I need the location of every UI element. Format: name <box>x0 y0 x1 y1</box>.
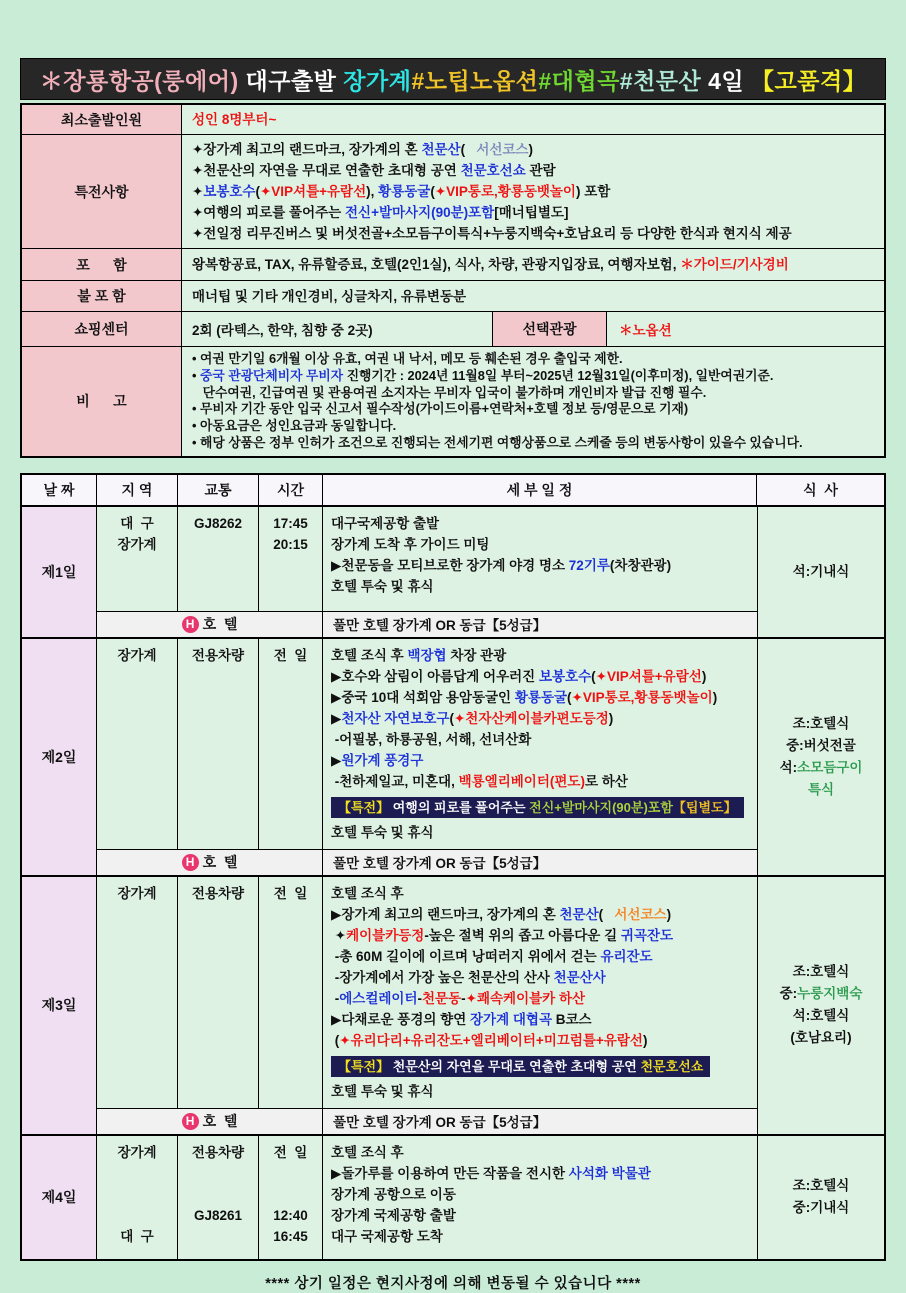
text-segment: ▶천문동을 모티브로한 장가계 야경 명소 <box>331 557 569 573</box>
text-segment: 석:호텔식 <box>792 1008 850 1024</box>
text-segment: 중국 관광단체비자 무비자 <box>200 367 344 383</box>
optional-tour-value <box>607 312 884 346</box>
text-segment: ) <box>701 668 707 684</box>
hotel-row <box>97 1108 757 1134</box>
schedule-column <box>323 639 757 849</box>
meal-line <box>793 561 850 583</box>
info-row-content <box>182 135 884 248</box>
text-segment: 조:호텔식 <box>792 964 850 980</box>
text-segment: • 아동요금은 성인요금과 동일합니다. <box>192 418 397 434</box>
day-number: 제3일 <box>22 877 97 1134</box>
text-segment: - <box>331 990 340 1006</box>
info-text-line <box>192 223 874 244</box>
text-segment: 호텔 조식 후 <box>331 885 404 901</box>
day-main-row <box>97 507 757 611</box>
text-segment: - <box>461 990 466 1006</box>
text-segment: #대협곡 <box>538 67 620 94</box>
text-segment: 백룡엘리베이터(편도) <box>458 773 585 789</box>
text-segment: 누룽지백숙 <box>797 986 863 1002</box>
transport-column-line <box>178 1184 258 1205</box>
time-column-line: 16:45 <box>273 1228 308 1244</box>
info-text-line <box>192 401 874 418</box>
schedule-line <box>331 708 749 729</box>
meal-line <box>793 961 850 983</box>
time-column-line: 12:40 <box>273 1207 308 1223</box>
time-column-line: 17:45 <box>273 515 308 531</box>
text-segment: 석: <box>779 759 798 775</box>
hotel-label-text: 호 텔 <box>202 616 238 633</box>
text-segment: 중: <box>779 986 798 1002</box>
info-row-content <box>182 249 884 280</box>
info-row <box>22 248 884 280</box>
text-segment: 천문산의 자연을 무대로 연출한 초대형 공연 <box>389 1058 641 1074</box>
schedule-line <box>331 925 749 946</box>
schedule-line <box>331 729 749 750</box>
text-segment: 특식 <box>807 781 835 797</box>
text-segment: - <box>417 990 423 1006</box>
itinerary-column-header: 시간 <box>259 475 323 505</box>
text-segment: 호텔 투숙 및 휴식 <box>331 1083 434 1099</box>
meal-column <box>757 639 884 875</box>
itinerary-column-header: 날 짜 <box>22 475 97 505</box>
text-segment: 매너팁 및 기타 개인경비, 싱글차지, 유류변동분 <box>192 288 467 304</box>
transport-column <box>178 507 259 611</box>
text-segment: 황룡동굴 <box>378 184 431 199</box>
meal-line <box>793 1197 850 1219</box>
text-segment: ) 포함 <box>575 184 611 199</box>
day-middle <box>97 1136 757 1259</box>
itinerary-column-header: 교통 <box>178 475 259 505</box>
meal-line <box>780 757 863 779</box>
region-column-line: 장가계 <box>117 536 157 552</box>
info-text-line <box>192 385 874 402</box>
schedule-line <box>331 666 749 687</box>
schedule-line <box>331 576 749 597</box>
info-row-content <box>182 105 884 134</box>
meal-column <box>757 877 884 1134</box>
text-segment: 【팁별도】 <box>672 799 737 815</box>
hotel-label-text: 호 텔 <box>202 1113 238 1130</box>
document-title <box>20 58 886 100</box>
text-segment: ▶돌가루를 이용하여 만든 작품을 전시한 <box>331 1165 569 1181</box>
text-segment: 호텔 투숙 및 휴식 <box>331 824 434 840</box>
region-column-line: 장가계 <box>117 1144 157 1160</box>
itinerary-table <box>20 473 886 1261</box>
text-segment: ( <box>591 668 596 684</box>
schedule-line <box>331 883 749 904</box>
transport-column-line <box>178 1226 258 1247</box>
text-segment: 백장협 <box>407 647 447 663</box>
time-column-line: 전 일 <box>273 885 308 901</box>
transport-column-line: GJ8261 <box>193 1207 243 1223</box>
text-segment: ✦천문산의 자연을 무대로 연출한 초대형 공연 <box>192 163 461 178</box>
text-segment: 장가계 대협곡 <box>470 1011 553 1027</box>
hotel-icon: H <box>182 854 199 871</box>
text-segment: 장가계 국제공항 출발 <box>331 1207 456 1223</box>
region-column-line <box>97 1163 177 1184</box>
text-segment: 석:기내식 <box>792 563 850 579</box>
info-row <box>22 311 884 346</box>
info-text-line <box>192 181 874 202</box>
schedule-line <box>331 1226 749 1247</box>
text-segment: ) <box>712 689 718 705</box>
text-segment: 에스컬레이터 <box>339 990 418 1006</box>
day-block <box>22 505 884 637</box>
shopping-count: 2회 (라텍스, 한약, 침향 중 2곳) <box>192 323 373 338</box>
hotel-label-text: 호 텔 <box>202 854 238 871</box>
region-column-line <box>97 1205 177 1226</box>
time-column <box>259 1136 323 1259</box>
text-segment: (차창관광) <box>609 557 672 573</box>
schedule-line <box>331 1205 749 1226</box>
hotel-label <box>97 612 323 637</box>
info-row <box>22 134 884 248</box>
text-segment: • 해당 상품은 정부 인허가 조건으로 진행되는 전세기편 여행상품으로 스케줄 등의 변동사항이 있을수 있습니다. <box>192 434 803 450</box>
text-segment: 성인 8명부터~ <box>192 112 277 127</box>
text-segment: 장가계 공항으로 이동 <box>331 1186 456 1202</box>
time-column <box>259 639 323 849</box>
time-column-line <box>259 1184 322 1205</box>
text-segment: ▶장가계 최고의 랜드마크, 장가계의 혼 <box>331 906 560 922</box>
hotel-row <box>97 611 757 637</box>
region-column <box>97 639 178 849</box>
transport-column <box>178 877 259 1108</box>
meal-column <box>757 507 884 637</box>
text-segment: 서선코스 <box>614 906 667 922</box>
schedule-line <box>331 822 749 843</box>
info-text-line <box>192 368 874 385</box>
time-column <box>259 877 323 1108</box>
text-segment: ( <box>567 689 572 705</box>
text-segment: ), <box>366 184 379 199</box>
meal-line <box>793 1175 850 1197</box>
text-segment: 관람 <box>525 163 556 178</box>
info-row-label: 포 함 <box>22 249 182 280</box>
text-segment: B코스 <box>552 1011 592 1027</box>
text-segment: ✦ <box>331 927 347 943</box>
highlight-banner <box>331 1056 710 1077</box>
hotel-icon: H <box>182 1113 199 1130</box>
info-row-label: 특전사항 <box>22 135 182 248</box>
schedule-line <box>331 1142 749 1163</box>
text-segment: ) <box>608 710 614 726</box>
meal-line <box>808 779 834 801</box>
text-segment: 천문산 <box>559 906 599 922</box>
region-column <box>97 877 178 1108</box>
schedule-line <box>331 946 749 967</box>
day-middle <box>97 639 757 875</box>
highlight-banner <box>331 797 744 818</box>
text-segment: ( <box>449 710 454 726</box>
day-main-row <box>97 639 757 849</box>
text-segment: 중:버섯전골 <box>786 737 856 753</box>
info-text-line <box>192 351 874 368</box>
schedule-line <box>331 988 749 1009</box>
text-segment: 【고품격】 <box>751 67 867 94</box>
meal-column <box>757 1136 884 1259</box>
text-segment: -어필봉, 하룡공원, 서해, 선녀산화 <box>331 731 532 747</box>
schedule-column <box>323 507 757 611</box>
info-row <box>22 280 884 311</box>
text-segment: ✦장가계 최고의 랜드마크, 장가계의 혼 <box>192 142 422 157</box>
text-segment: ✦여행의 피로를 풀어주는 <box>192 205 345 220</box>
text-segment: ▶호수와 삼림이 아름답게 어우러진 <box>331 668 539 684</box>
info-text-line <box>192 202 874 223</box>
text-segment: 대구국제공항 출발 <box>331 515 440 531</box>
schedule-line <box>331 645 749 666</box>
text-segment: 보봉호수 <box>538 668 592 684</box>
text-segment: [매너팁별도] <box>494 205 569 220</box>
text-segment: ( <box>255 184 260 199</box>
text-segment: 천문호선쇼 <box>640 1058 704 1074</box>
info-row-label: 쇼핑센터 <box>22 312 182 346</box>
text-segment: 단수여권, 긴급여권 및 관용여권 소지자는 무비자 입국이 불가하며 개인비자 발급 진행 필수. <box>192 384 707 400</box>
text-segment: (호남요리) <box>790 1030 852 1046</box>
day-number: 제2일 <box>22 639 97 875</box>
text-segment: ✦유리다리+유리잔도+엘리베이터+미끄럼틀+유람선 <box>339 1032 643 1048</box>
text-segment: ( <box>430 184 435 199</box>
day-block <box>22 637 884 875</box>
text-segment: 천문산사 <box>553 969 606 985</box>
itinerary-column-header: 세 부 일 정 <box>323 475 757 505</box>
text-segment: ▶ <box>331 710 342 726</box>
text-segment: 로 하산 <box>584 773 628 789</box>
region-column <box>97 1136 178 1259</box>
text-segment: 천문호선쇼 <box>460 163 526 178</box>
text-segment: ) <box>528 142 533 157</box>
text-segment: ✦VIP셔틀+유람선 <box>595 668 702 684</box>
time-column-line: 전 일 <box>273 1144 308 1160</box>
text-segment: ✦쾌속케이블카 하산 <box>465 990 586 1006</box>
highlight-banner-line <box>331 796 749 819</box>
text-segment: -천하제일교, 미혼대, <box>331 773 459 789</box>
text-segment: 귀곡잔도 <box>620 927 674 943</box>
text-segment: 소모듬구이 <box>797 759 863 775</box>
day-middle <box>97 877 757 1134</box>
text-segment: 【특전】 <box>338 1058 390 1074</box>
text-segment: -높은 절벽 위의 좁고 아름다운 길 <box>424 927 621 943</box>
footer-note: **** 상기 일정은 현지사정에 의해 변동될 수 있습니다 **** <box>265 1275 641 1292</box>
text-segment: • 여권 만기일 6개월 이상 유효, 여권 내 낙서, 메모 등 훼손된 경우 출입국 제한. <box>192 351 623 366</box>
text-segment: 서선코스 <box>476 142 529 157</box>
time-column-line: 20:15 <box>273 536 308 552</box>
hotel-name: 풀만 호텔 장가계 OR 동급【5성급】 <box>333 856 547 872</box>
day-middle <box>97 507 757 637</box>
region-column-line: 대 구 <box>120 1228 154 1244</box>
transport-column-line: 전용차량 <box>191 885 245 901</box>
schedule-line <box>331 513 749 534</box>
text-segment: ( <box>460 142 477 157</box>
text-segment: 여행의 피로를 풀어주는 <box>389 799 530 815</box>
schedule-line <box>331 750 749 771</box>
schedule-line <box>331 1184 749 1205</box>
text-segment: 황룡동굴 <box>514 689 568 705</box>
schedule-line <box>331 1030 749 1051</box>
info-row-label: 최소출발인원 <box>22 105 182 134</box>
region-column-line: 장가계 <box>117 647 157 663</box>
meal-line <box>786 735 856 757</box>
text-segment: 장가계 도착 후 가이드 미팅 <box>331 536 490 552</box>
text-segment: ▶다채로운 풍경의 향연 <box>331 1011 471 1027</box>
text-segment: -총 60M 길이에 이르며 낭떠러지 위에서 걷는 <box>331 948 601 964</box>
text-segment: ) <box>666 906 672 922</box>
text-segment: ✦전일정 리무진버스 및 버섯전골+소모듬구이특식+누룽지백숙+호남요리 등 다양한 한식과 현지식 제공 <box>192 226 792 241</box>
info-row-label: 비 고 <box>22 347 182 456</box>
schedule-line <box>331 555 749 576</box>
schedule-column <box>323 877 757 1108</box>
text-segment: 72기루 <box>568 557 610 573</box>
text-segment: ( <box>331 1032 340 1048</box>
text-segment: ✦천자산케이블카편도등정 <box>453 710 609 726</box>
region-column-line: 대 구 <box>120 515 154 531</box>
schedule-line <box>331 904 749 925</box>
text-segment: ＊노옵션 <box>619 323 672 338</box>
info-text-line <box>192 435 874 452</box>
day-number: 제1일 <box>22 507 97 637</box>
text-segment: ) <box>642 1032 648 1048</box>
info-text-line <box>192 109 874 130</box>
meal-line <box>780 983 863 1005</box>
info-text-line <box>192 160 874 181</box>
hotel-name: 풀만 호텔 장가계 OR 동급【5성급】 <box>333 618 547 634</box>
shopping-row-content <box>182 312 884 346</box>
time-column <box>259 507 323 611</box>
meal-line <box>793 1005 850 1027</box>
transport-column <box>178 1136 259 1259</box>
info-text-line <box>192 139 874 160</box>
day-main-row <box>97 877 757 1108</box>
text-segment: 호텔 조식 후 <box>331 1144 404 1160</box>
time-column-line <box>259 1163 322 1184</box>
text-segment: ✦ <box>192 184 204 199</box>
text-segment: 조:호텔식 <box>792 715 850 731</box>
schedule-line <box>331 687 749 708</box>
text-segment: 장가계 <box>343 67 412 94</box>
schedule-line <box>331 771 749 792</box>
info-text-line <box>192 286 874 307</box>
transport-column-line: 전용차량 <box>191 1144 245 1160</box>
time-column-line: 전 일 <box>273 647 308 663</box>
meal-line <box>793 713 850 735</box>
text-segment: ✦VIP통로,황룡동뱃놀이 <box>434 184 576 199</box>
text-segment: 조:호텔식 <box>792 1178 850 1194</box>
text-segment: 천자산 자연보호구 <box>341 710 450 726</box>
hotel-label <box>97 850 323 875</box>
text-segment: • <box>192 367 201 383</box>
itinerary-column-header: 식 사 <box>803 481 838 498</box>
itinerary-header-row <box>22 475 884 505</box>
highlight-banner-line <box>331 1055 749 1078</box>
text-segment: 4일 <box>701 67 752 94</box>
info-row-content <box>182 281 884 311</box>
info-text-line <box>192 254 874 275</box>
info-text-line <box>192 418 874 435</box>
text-segment: 천문산 <box>421 142 461 157</box>
hotel-row <box>97 849 757 875</box>
text-segment: ✦VIP통로,황룡동뱃놀이 <box>571 689 713 705</box>
itinerary-day-blocks <box>22 505 884 1259</box>
text-segment: 원가계 풍경구 <box>341 752 424 768</box>
text-segment: 대구 국제공항 도착 <box>331 1228 443 1244</box>
text-segment: 차장 관광 <box>446 647 507 663</box>
schedule-line <box>331 1163 749 1184</box>
meal-line <box>790 1027 851 1049</box>
text-segment: ＊가이드/기사경비 <box>680 257 789 272</box>
text-segment: 전신+발마사지(90분)포함 <box>529 799 673 815</box>
text-segment: #노팁노옵션 <box>411 67 539 94</box>
transport-column-line <box>178 1163 258 1184</box>
text-segment: 유리잔도 <box>600 948 653 964</box>
transport-column <box>178 639 259 849</box>
day-number: 제4일 <box>22 1136 97 1259</box>
hotel-icon: H <box>182 616 199 633</box>
text-segment: 보봉호수 <box>203 184 256 199</box>
text-segment: 왕복항공료, TAX, 유류할증료, 호텔(2인1실), 식사, 차량, 관광지입장료, 여행자보험, <box>192 257 681 272</box>
day-main-row <box>97 1136 757 1259</box>
text-segment: -장가계에서 가장 높은 천문산의 산사 <box>331 969 554 985</box>
text-segment: 전신+발마사지(90분)포함 <box>344 205 495 220</box>
info-row-content <box>182 347 884 456</box>
info-row <box>22 105 884 134</box>
schedule-line <box>331 1081 749 1102</box>
text-segment: 사석화 박물관 <box>568 1165 651 1181</box>
text-segment: ✦VIP셔틀+유람선 <box>259 184 367 199</box>
optional-tour-label: 선택관광 <box>492 312 607 346</box>
region-column-line <box>97 1184 177 1205</box>
text-segment: ▶ <box>331 752 342 768</box>
text-segment: 호텔 투숙 및 휴식 <box>331 578 434 594</box>
schedule-column <box>323 1136 757 1259</box>
text-segment: #천문산 <box>619 67 702 94</box>
hotel-label <box>97 1109 323 1134</box>
info-row <box>22 346 884 456</box>
text-segment: • 무비자 기간 동안 입국 신고서 필수작성(가이드이름+연락처+호텔 정보 등/영문으로 기재) <box>192 401 689 417</box>
transport-column-line: 전용차량 <box>191 647 245 663</box>
hotel-name: 풀만 호텔 장가계 OR 동급【5성급】 <box>333 1115 547 1131</box>
text-segment: ( <box>598 906 615 922</box>
region-column-line: 장가계 <box>117 885 157 901</box>
text-segment: 호텔 조식 후 <box>331 647 408 663</box>
transport-column-line: GJ8262 <box>193 515 243 531</box>
package-info-table <box>20 103 886 458</box>
schedule-line <box>331 534 749 555</box>
text-segment: ▶중국 10대 석회암 용암동굴인 <box>331 689 515 705</box>
text-segment: 천문동 <box>422 990 462 1006</box>
schedule-line <box>331 967 749 988</box>
text-segment: 케이블카등정 <box>346 927 425 943</box>
text-segment: 진행기간 : 2024년 11월8일 부터~2025년 12월31일(이후미정), 일반여권기준. <box>343 367 774 383</box>
region-column <box>97 507 178 611</box>
schedule-line <box>331 1009 749 1030</box>
text-segment: 중:기내식 <box>792 1200 850 1216</box>
text-segment: 대구출발 <box>245 67 344 94</box>
itinerary-column-header: 지 역 <box>97 475 178 505</box>
text-segment: ＊장룡항공(룽에어) <box>39 67 246 94</box>
text-segment: 【특전】 <box>338 799 390 815</box>
info-row-label: 불 포 함 <box>22 281 182 311</box>
day-block <box>22 875 884 1134</box>
day-block <box>22 1134 884 1259</box>
